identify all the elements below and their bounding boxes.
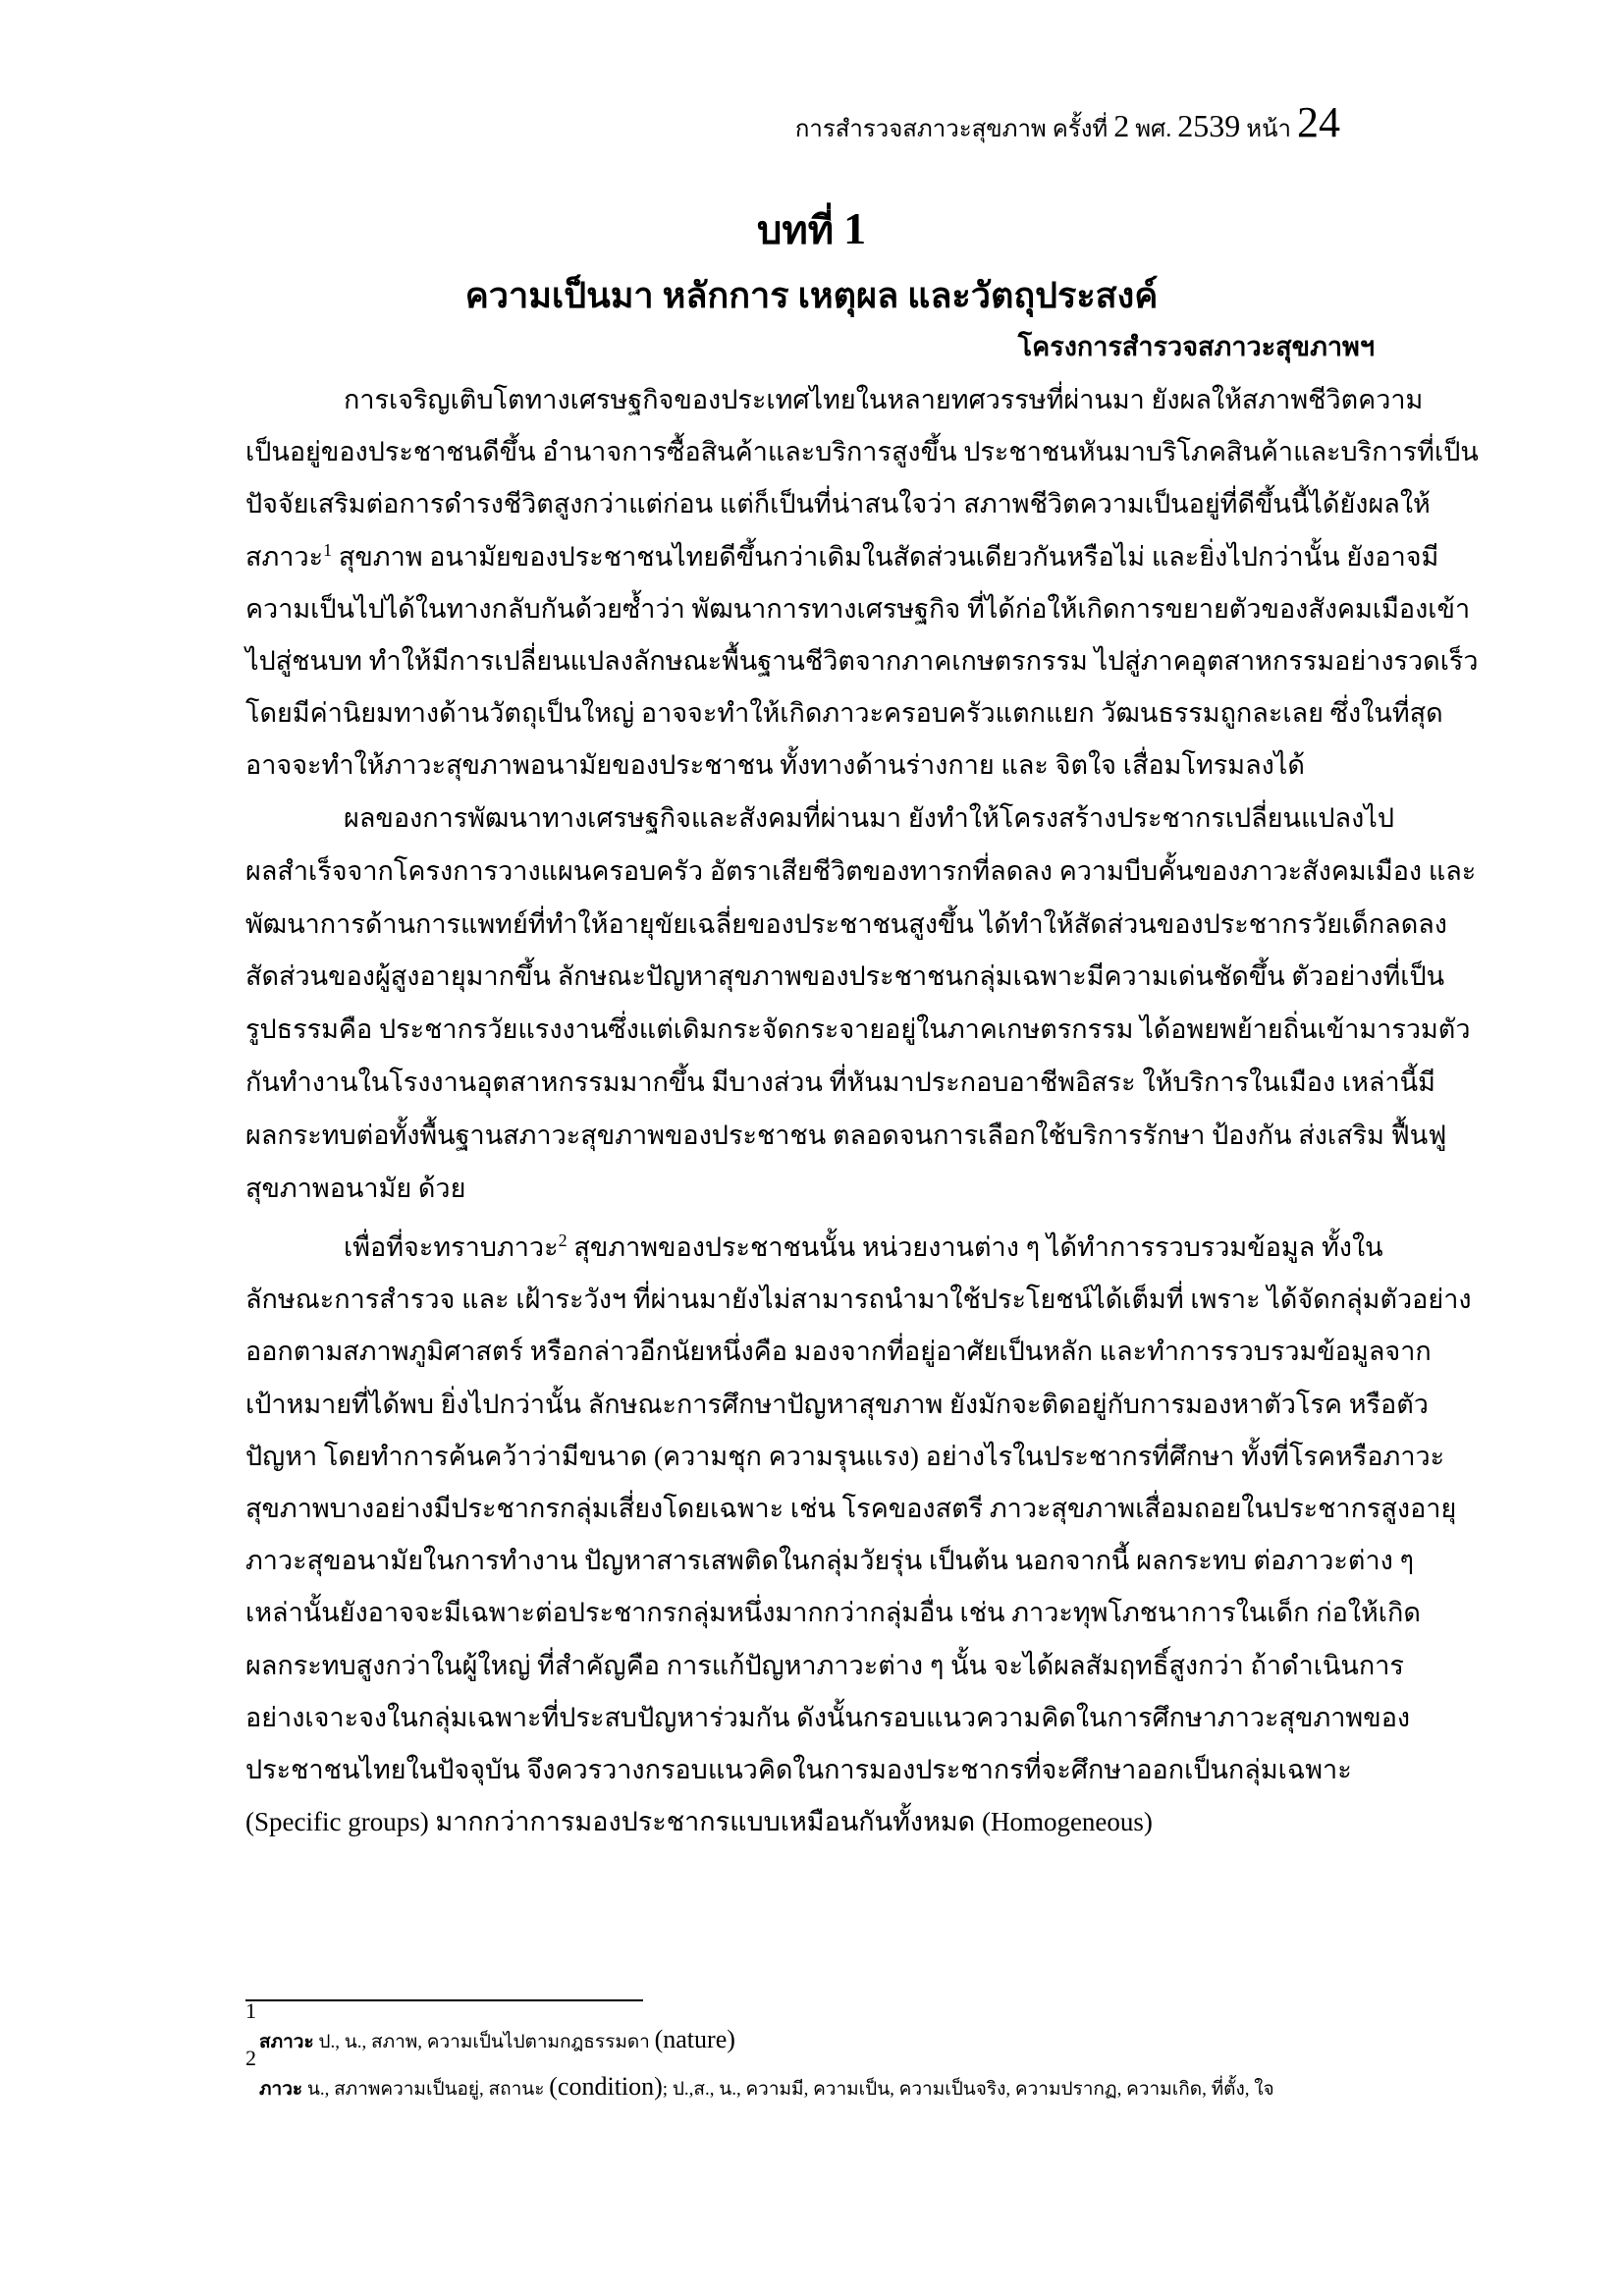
header-text: การสำรวจสภาวะสุขภาพ ครั้งที่: [794, 117, 1109, 142]
paragraph-line: การเจริญเติบโตทางเศรษฐกิจของประเทศไทยในหลายทศวรรษที่ผ่านมา ยังผลให้สภาพชีวิตความ: [344, 385, 1424, 414]
paragraph-line: ผลกระทบสูงกว่าในผู้ใหญ่ ที่สำคัญคือ การแก้ปัญหาภาวะต่าง ๆ นั้น จะได้ผลสัมฤทธิ์สูงกว่า ถ้าดำเนินการ: [245, 1650, 1404, 1680]
paragraph-line: รูปธรรมคือ ประชากรวัยแรงงานซึ่งแต่เดิมกระจัดกระจายอยู่ในภาคเกษตรกรรม ได้อพยพย้ายถิ่นเข้ามารวมตัว: [245, 1014, 1471, 1045]
paragraph-line: เหล่านั้นยังอาจจะมีเฉพาะต่อประชากรกลุ่มหนึ่งมากกว่ากลุ่มอื่น เช่น ภาวะทุพโภชนาการในเด็ก ก่อให้เกิด: [245, 1598, 1421, 1628]
header-edition: 2: [1113, 108, 1130, 143]
footnote-divider: [245, 1999, 643, 2001]
footnote-mark: 1: [245, 1998, 256, 2023]
paragraph-line: ไปสู่ชนบท ทำให้มีการเปลี่ยนแปลงลักษณะพื้นฐานชีวิตจากภาคเกษตรกรรม ไปสู่ภาคอุตสาหกรรมอย่างรวดเร็ว: [245, 646, 1479, 676]
footnote-reference[interactable]: 1: [323, 539, 333, 560]
author-credit: โครงการสำรวจสภาวะสุขภาพฯ: [1017, 332, 1375, 361]
footnote-term: ภาวะ: [259, 2079, 303, 2100]
line-text: สุขภาพ อนามัยของประชาชนไทยดีขึ้นกว่าเดิมในสัดส่วนเดียวกันหรือไม่ และยิ่งไปกว่านั้น ยังอาจมี: [332, 541, 1439, 572]
paragraph-line: กันทำงานในโรงงานอุตสาหกรรมมากขึ้น มีบางส่วน ที่หันมาประกอบอาชีพอิสระ ให้บริการในเมือง เหล่านี้มี: [245, 1067, 1435, 1097]
running-header: [795, 98, 1340, 147]
paragraph-line: ผลของการพัฒนาทางเศรษฐกิจและสังคมที่ผ่านมา ยังทำให้โครงสร้างประชากรเปลี่ยนแปลงไป: [344, 803, 1395, 833]
paragraph-line: ลักษณะการสำรวจ และ เฝ้าระวังฯ ที่ผ่านมายังไม่สามารถนำมาใช้ประโยชน์ได้เต็มที่ เพราะ ได้จัดกลุ่มตัวอย่าง: [245, 1285, 1472, 1315]
paragraph-line: อย่างเจาะจงในกลุ่มเฉพาะที่ประสบปัญหาร่วมกัน ดังนั้นกรอบแนวความคิดในการศึกษาภาวะสุขภาพของ: [245, 1702, 1411, 1732]
footnote-text: [259, 2025, 735, 2057]
paragraph-line: อาจจะทำให้ภาวะสุขภาพอนามัยของประชาชน ทั้งทางด้านร่างกาย และ จิตใจ เสื่อมโทรมลงได้: [245, 750, 1305, 781]
paragraph-line: สัดส่วนของผู้สูงอายุมากขึ้น ลักษณะปัญหาสุขภาพของประชาชนกลุ่มเฉพาะมีความเด่นชัดขึ้น ตัวอย่างที่เป็น: [245, 961, 1445, 992]
paragraph-line: โดยมีค่านิยมทางด้านวัตถุเป็นใหญ่ อาจจะทำให้เกิดภาวะครอบครัวแตกแยก วัฒนธรรมถูกละเลย ซึ่งในที่สุด: [245, 698, 1443, 729]
chapter-label: บทที่: [756, 208, 835, 252]
paragraph-line: ออกตามสภาพภูมิศาสตร์ หรือกล่าวอีกนัยหนึ่งคือ มองจากที่อยู่อาศัยเป็นหลัก และทำการรวบรวมข้อมูลจาก: [245, 1337, 1432, 1367]
page-number: 24: [1297, 98, 1340, 146]
paragraph-line: ความเป็นไปได้ในทางกลับกันด้วยซ้ำว่า พัฒนาการทางเศรษฐกิจ ที่ได้ก่อให้เกิดการขยายตัวของสังคมเมืองเข้า: [245, 593, 1471, 624]
header-year-label: พศ.: [1135, 117, 1172, 142]
footnote-text: [259, 2072, 1274, 2105]
line-text: สุขภาพของประชาชนนั้น หน่วยงานต่าง ๆ ได้ทำการรวบรวมข้อมูล ทั้งใน: [567, 1232, 1383, 1262]
paragraph-line: ประชาชนไทยในปัจจุบัน จึงควรวางกรอบแนวคิดในการมองประชากรที่จะศึกษาออกเป็นกลุ่มเฉพาะ: [245, 1755, 1352, 1784]
chapter-title: ความเป็นมา หลักการ เหตุผล และวัตถุประสงค์: [464, 276, 1159, 315]
header-year: 2539: [1177, 108, 1241, 143]
paragraph-line: ปัจจัยเสริมต่อการดำรงชีวิตสูงกว่าแต่ก่อน แต่ก็เป็นที่น่าสนใจว่า สภาพชีวิตความเป็นอยู่ที่ดีขึ้นนี้ได้ยังผลให้: [245, 489, 1431, 519]
footnote-english: (condition): [549, 2072, 663, 2101]
line-text: สภาวะ: [245, 541, 324, 572]
paragraph-line: เป้าหมายที่ได้พบ ยิ่งไปกว่านั้น ลักษณะการศึกษาปัญหาสุขภาพ ยังมักจะติดอยู่กับการมองหาตัวโรค หรือตัว: [245, 1389, 1429, 1419]
paragraph-line: ภาวะสุขอนามัยในการทำงาน ปัญหาสารเสพติดในกลุ่มวัยรุ่น เป็นต้น นอกจากนี้ ผลกระทบ ต่อภาวะต่าง ๆ: [245, 1546, 1415, 1576]
line-text: เพื่อที่จะทราบภาวะ: [344, 1232, 559, 1262]
paragraph-line: สุขภาพอนามัย ด้วย: [245, 1173, 466, 1203]
paragraph-line: ผลสำเร็จจากโครงการวางแผนครอบครัว อัตราเสียชีวิตของทารกที่ลดลง ความบีบคั้นของภาวะสังคมเมือง และ: [245, 855, 1477, 886]
header-page-label: หน้า: [1246, 117, 1291, 142]
footnote-term: สภาวะ: [259, 2032, 314, 2052]
footnote-mark: 2: [245, 2046, 256, 2070]
paragraph-line: ปัญหา โดยทำการค้นคว้าว่ามีขนาด (ความชุก ความรุนแรง) อย่างไรในประชากรที่ศึกษา ทั้งที่โรคหรือภาวะ: [245, 1441, 1445, 1471]
footnote-definition: ป., น., สภาพ, ความเป็นไปตามกฎธรรมดา: [313, 2032, 655, 2052]
footnote-definition: น., สภาพความเป็นอยู่, สถานะ: [302, 2079, 550, 2100]
paragraph-line: พัฒนาการด้านการแพทย์ที่ทำให้อายุขัยเฉลี่ยของประชาชนสูงขึ้น ได้ทำให้สัดส่วนของประชากรวัยเด็กลดลง: [245, 908, 1447, 939]
footnote-reference[interactable]: 2: [558, 1230, 568, 1250]
paragraph-line: (Specific groups) มากกว่าการมองประชากรแบบเหมือนกันทั้งหมด (Homogeneous): [245, 1807, 1153, 1837]
footnote-rest: ; ป.,ส., น., ความมี, ความเป็น, ความเป็นจริง, ความปรากฏ, ความเกิด, ที่ตั้ง, ใจ: [662, 2079, 1274, 2100]
paragraph-line: [344, 1223, 1383, 1272]
chapter-number: 1: [843, 203, 867, 253]
paragraph-line: [245, 532, 1438, 581]
chapter-heading: [0, 201, 1623, 258]
paragraph-line: ผลกระทบต่อทั้งพื้นฐานสภาวะสุขภาพของประชาชน ตลอดจนการเลือกใช้บริการรักษา ป้องกัน ส่งเสริม ฟื้นฟู: [245, 1120, 1447, 1150]
paragraph-line: สุขภาพบางอย่างมีประชากรกลุ่มเสี่ยงโดยเฉพาะ เช่น โรคของสตรี ภาวะสุขภาพเสื่อมถอยในประชากรสูงอายุ: [245, 1494, 1457, 1523]
paragraph-line: เป็นอยู่ของประชาชนดีขึ้น อำนาจการซื้อสินค้าและบริการสูงขึ้น ประชาชนหันมาบริโภคสินค้าและบริการที่เป็น: [245, 437, 1479, 467]
footnote-english: (nature): [654, 2025, 735, 2053]
